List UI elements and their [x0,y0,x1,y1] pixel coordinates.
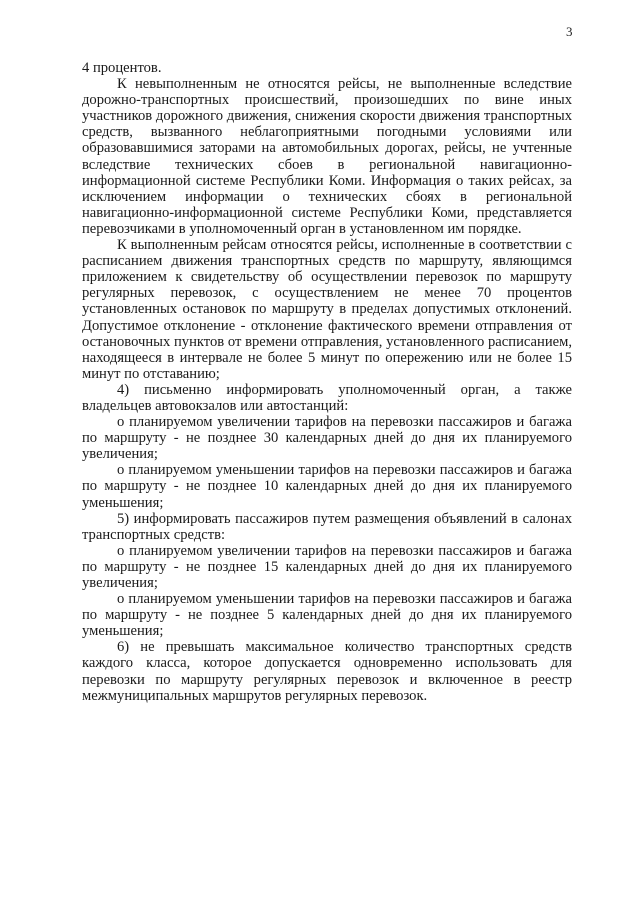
document-body [82,60,572,704]
paragraph-7: 5) информировать пассажиров путем размещения объявлений в салонах транспортных средств: [82,510,572,543]
paragraph-6: о планируемом уменьшении тарифов на перевозки пассажиров и багажа по маршруту - не позднее 10 календарных дней до дня их планируемого уменьшения; [82,462,572,511]
paragraph-10: 6) не превышать максимальное количество транспортных средств каждого класса, которое допускается одновременно использовать для перевозки по маршруту регулярных перевозок и включенное в реестр межмуниципальных маршрутов регулярных перевозок. [82,639,572,704]
paragraph-5: о планируемом увеличении тарифов на перевозки пассажиров и багажа по маршруту - не позднее 30 календарных дней до дня их планируемого увеличения; [82,414,572,463]
paragraph-8: о планируемом увеличении тарифов на перевозки пассажиров и багажа по маршруту - не позднее 15 календарных дней до дня их планируемого увеличения; [82,542,572,591]
paragraph-2: К невыполненным не относятся рейсы, не выполненные вследствие дорожно-транспортных происшествий, произошедших по вине иных участников дорожного движения, снижения скорости движения транспортных средств, вызванного неблагоприятными погодными условиями или образовавшимися заторами на автомобильных дорогах, рейсы, не учтенные вследствие технических сбоев в региональной навигационно-информационной системе Республики Коми. Информация о таких рейсах, за исключением информации о технических сбоях в региональной навигационно-информационной системе Республики Коми, представляется перевозчиками в уполномоченный орган в установленном им порядке. [82,76,572,237]
paragraph-4: 4) письменно информировать уполномоченный орган, а также владельцев автовокзалов или автостанций: [82,381,572,414]
paragraph-3: К выполненным рейсам относятся рейсы, исполненные в соответствии с расписанием движения транспортных средств по маршруту, являющимся приложением к свидетельству об осуществлении перевозок по маршруту регулярных перевозок, с осуществлением не менее 70 процентов установленных остановок по маршруту в пределах допустимых отклонений. Допустимое отклонение - отклонение фактического времени отправления от остановочных пунктов от времени отправления, установленного расписанием, находящееся в интервале не более 5 минут по опережению или не более 15 минут по отставанию; [82,237,572,382]
paragraph-1: 4 процентов. [82,60,162,76]
paragraph-9: о планируемом уменьшении тарифов на перевозки пассажиров и багажа по маршруту - не позднее 5 календарных дней до дня их планируемого уменьшения; [82,591,572,640]
page-number: 3 [566,24,573,39]
